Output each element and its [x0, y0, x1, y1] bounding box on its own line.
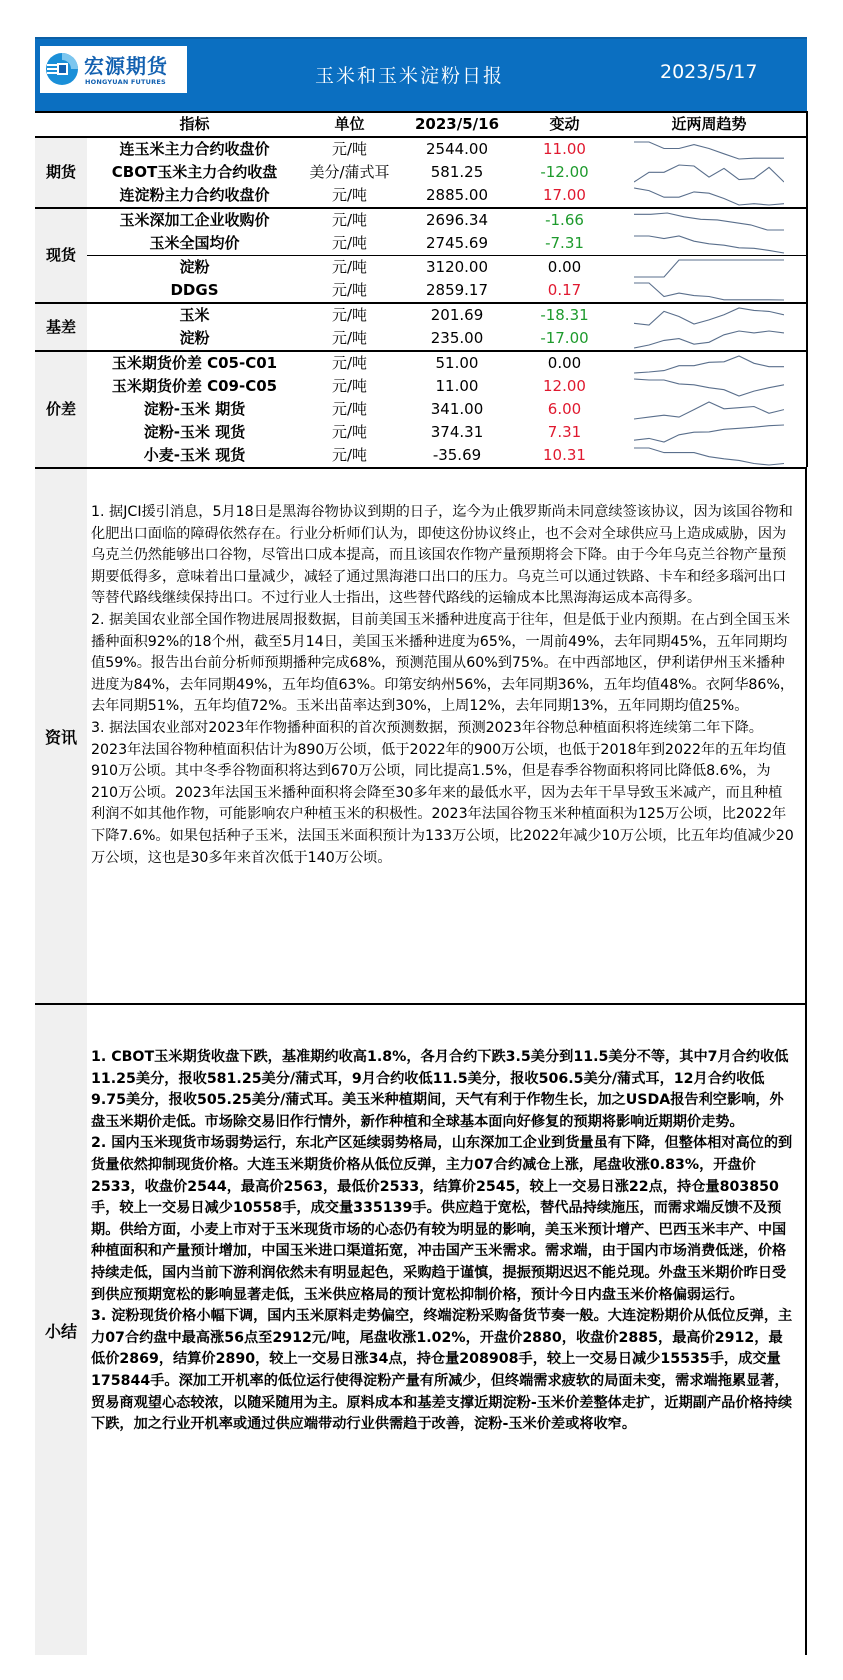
- indicator-cell: 淀粉: [87, 256, 302, 280]
- category-cell: 基差: [35, 303, 87, 351]
- table-row: [35, 184, 807, 208]
- news-label: 资讯: [35, 469, 87, 1003]
- change-cell: -17.00: [540, 329, 589, 347]
- table-header-row: [35, 112, 807, 137]
- header-date: 2023/5/16: [397, 112, 517, 137]
- unit-cell: 元/吨: [302, 137, 397, 161]
- indicator-cell: 玉米: [87, 303, 302, 327]
- table-row: [35, 208, 807, 232]
- value-cell: 235.00: [430, 329, 484, 347]
- table-row: [35, 303, 807, 327]
- sparkline-chart: [634, 258, 784, 279]
- indicator-cell: DDGS: [170, 281, 219, 299]
- change-cell: -18.31: [517, 303, 612, 327]
- change-cell: -1.66: [517, 208, 612, 232]
- value-cell: 581.25: [430, 163, 484, 181]
- table-row: [35, 161, 807, 184]
- table-row: [35, 375, 807, 398]
- news-paragraph: 2. 据美国农业部全国作物进展周报数据，目前美国玉米播种进度高于往年，但是低于业内预期。在占到全国玉米播种面积92%的18个州，截至5月14日，美国玉米播种进度为65%，一周前49%，去年同期45%，五年同期均值59%。报告出台前分析师预期播种完成68%，预测范围从60%到75%。在中西部地区，伊利诺伊州玉米播种进度为84%，去年同期49%，五年均值63%。印第安纳州56%，去年同期36%，五年均值48%。衣阿华86%，去年同期51%，五年均值72%。玉米出苗率达到30%，上周12%，去年同期13%，五年同期均值25%。: [91, 611, 795, 715]
- summary-label: 小结: [35, 1005, 87, 1655]
- header-category: [35, 112, 87, 137]
- unit-cell: 元/吨: [331, 234, 368, 252]
- value-cell: 2885.00: [425, 186, 489, 204]
- trend-cell: [612, 232, 807, 256]
- category-cell: 价差: [35, 351, 87, 467]
- indicator-cell: 连淀粉主力合约收盘价: [119, 186, 270, 204]
- trend-cell: [612, 351, 807, 375]
- table-row: [35, 444, 807, 467]
- table-row: [35, 137, 807, 161]
- change-cell: 17.00: [543, 186, 586, 204]
- header-change: 变动: [517, 112, 612, 137]
- indicator-cell: 小麦-玉米 现货: [143, 446, 246, 464]
- value-cell: 2696.34: [397, 208, 517, 232]
- sparkline-chart: [634, 423, 784, 444]
- sparkline-chart: [634, 377, 784, 398]
- value-cell: 341.00: [430, 400, 484, 418]
- summary-body: [87, 1005, 807, 1655]
- indicator-cell: 玉米期货价差 C09-C05: [111, 377, 278, 395]
- trend-cell: [612, 327, 807, 351]
- change-cell: -12.00: [540, 163, 589, 181]
- trend-cell: [612, 137, 807, 161]
- news-body: [87, 469, 807, 1003]
- summary-section: [35, 1003, 807, 1655]
- indicator-cell: 玉米深加工企业收购价: [87, 208, 302, 232]
- logo-english-text: HONGYUAN FUTURES: [85, 78, 166, 86]
- trend-cell: [612, 303, 807, 327]
- report-title: 玉米和玉米淀粉日报: [315, 65, 505, 87]
- value-cell: 2859.17: [425, 281, 489, 299]
- change-cell: -7.31: [545, 234, 584, 252]
- value-cell: 374.31: [430, 423, 484, 441]
- header-indicator: 指标: [87, 112, 302, 137]
- sparkline-chart: [634, 329, 784, 350]
- unit-cell: 元/吨: [331, 377, 368, 395]
- trend-cell: [612, 161, 807, 184]
- change-cell: 11.00: [517, 137, 612, 161]
- value-cell: 2745.69: [425, 234, 489, 252]
- table-row: [35, 398, 807, 421]
- unit-cell: 元/吨: [331, 186, 368, 204]
- report-date: 2023/5/17: [660, 61, 758, 83]
- sparkline-chart: [634, 400, 784, 421]
- table-row: [35, 232, 807, 256]
- news-section: [35, 467, 807, 1003]
- sparkline-chart: [634, 234, 784, 255]
- value-cell: 201.69: [397, 303, 517, 327]
- news-paragraph: 1. 据JCI援引消息，5月18日是黑海谷物协议到期的日子，迄今为止俄罗斯尚未同意续签该协议，因为该国谷物和化肥出口面临的障碍依然存在。行业分析师们认为，即使这份协议终止，也不会对全球供应马上造成威胁，因为乌克兰仍然能够出口谷物，尽管出口成本提高，而且该国农作物产量预期将会下降。由于今年乌克兰谷物产量预期要低得多，意味着出口量减少，减轻了通过黑海港口出口的压力。乌克兰可以通过铁路、卡车和经多瑙河出口等替代路线继续保持出口。不过行业人士指出，这些替代路线的运输成本比黑海海运成本高得多。: [91, 504, 793, 607]
- trend-cell: [612, 421, 807, 444]
- indicator-cell: 玉米期货价差 C05-C01: [87, 351, 302, 375]
- unit-cell: 元/吨: [302, 208, 397, 232]
- unit-cell: 元/吨: [331, 423, 368, 441]
- sparkline-chart: [634, 306, 784, 327]
- category-cell: 现货: [35, 208, 87, 303]
- category-cell: 期货: [35, 137, 87, 208]
- sparkline-chart: [634, 163, 784, 184]
- header-trend: 近两周趋势: [612, 112, 807, 137]
- change-cell: 7.31: [547, 423, 582, 441]
- report-header: [35, 37, 807, 111]
- indicator-cell: CBOT玉米主力合约收盘: [111, 163, 278, 181]
- trend-cell: [612, 398, 807, 421]
- unit-cell: 元/吨: [302, 303, 397, 327]
- value-cell: 3120.00: [397, 256, 517, 280]
- unit-cell: 元/吨: [302, 256, 397, 280]
- trend-cell: [612, 208, 807, 232]
- unit-cell: 元/吨: [331, 329, 368, 347]
- trend-cell: [612, 279, 807, 303]
- change-cell: 0.00: [517, 351, 612, 375]
- change-cell: 12.00: [543, 377, 586, 395]
- value-cell: 2544.00: [397, 137, 517, 161]
- table-row: [35, 351, 807, 375]
- value-cell: -35.69: [432, 446, 482, 464]
- table-row: [35, 421, 807, 444]
- sparkline-chart: [634, 446, 784, 467]
- unit-cell: 元/吨: [302, 351, 397, 375]
- value-cell: 51.00: [397, 351, 517, 375]
- change-cell: 6.00: [547, 400, 582, 418]
- indicator-cell: 连玉米主力合约收盘价: [87, 137, 302, 161]
- logo-chinese-text: 宏源期货: [84, 54, 168, 78]
- trend-cell: [612, 444, 807, 467]
- daily-report: [35, 37, 807, 1655]
- trend-cell: [612, 184, 807, 208]
- value-cell: 11.00: [435, 377, 479, 395]
- summary-paragraph: 2. 国内玉米现货市场弱势运行，东北产区延续弱势格局，山东深加工企业到货量虽有下降，但整体相对高位的到货量依然抑制现货价格。大连玉米期货价格从低位反弹，主力07合约减仓上涨，尾盘收涨0.83%，开盘价2533，收盘价2544，最高价2563，最低价2533，结算价2545，较上一交易日涨22点，持仓量803850手，较上一交易日减少10558手，成交量335139手。供应趋于宽松，替代品持续施压，而需求端反馈不及预期。供给方面，小麦上市对于玉米现货市场的心态仍有较为明显的影响，美玉米预计增产、巴西玉米丰产、中国种植面积和产量预计增加，中国玉米进口渠道拓宽，冲击国产玉米需求。需求端，由于国内市场消费低迷，价格持续走低，国内当前下游利润依然未有明显起色，采购趋于谨慎，提振预期迟迟不能兑现。外盘玉米期价昨日受到供应预期宽松的影响显著走低，玉米供应格局的预计宽松抑制价格，预计今日内盘玉米价格偏弱运行。: [91, 1135, 793, 1303]
- change-cell: 0.00: [517, 256, 612, 280]
- trend-cell: [612, 375, 807, 398]
- unit-cell: 元/吨: [331, 400, 368, 418]
- company-logo: [40, 46, 187, 93]
- indicator-table: [35, 111, 808, 467]
- summary-paragraph: 3. 淀粉现货价格小幅下调，国内玉米原料走势偏空，终端淀粉采购备货节奏一般。大连淀粉期价从低位反弹，主力07合约盘中最高涨56点至2912元/吨，尾盘收涨1.02%，开盘价2880，收盘价2885，最高价2912，最低价2869，结算价2890，较上一交易日涨34点，持仓量208908手，较上一交易日减少15535手，成交量175844手。深加工开机率的低位运行使得淀粉产量有所减少，但终端需求疲软的局面未变，需求端拖累显著，贸易商观望心态较浓，以随采随用为主。原料成本和基差支撑近期淀粉-玉米价差整体走扩，近期副产品价格持续下跌，加之行业开机率或通过供应端带动行业供需趋于改善，淀粉-玉米价差或将收窄。: [91, 1308, 793, 1433]
- table-row: [35, 279, 807, 303]
- news-paragraph: 3. 据法国农业部对2023年作物播种面积的首次预测数据，预测2023年谷物总种植面积将连续第二年下降。2023年法国谷物种植面积估计为890万公顷，低于2022年的900万公顷，也低于2018年到2022年的五年均值910万公顷。其中冬季谷物面积将达到670万公顷，同比提高1.5%，但是春季谷物面积将同比降低8.6%，为210万公顷。2023年法国玉米播种面积将会降至30多年来的最低水平，因为去年干旱导致玉米减产，而且种植利润不如其他作物，可能影响农户种植玉米的积极性。2023年法国谷物玉米种植面积为125万公顷，比2022年下降7.6%。如果包括种子玉米，法国玉米面积预计为133万公顷，比2022年减少10万公顷，比五年均值减少20万公顷，这也是30多年来首次低于140万公顷。: [91, 719, 794, 866]
- indicator-cell: 淀粉-玉米 期货: [143, 400, 246, 418]
- trend-cell: [612, 256, 807, 280]
- change-cell: 0.17: [547, 281, 582, 299]
- unit-cell: 元/吨: [331, 281, 368, 299]
- sparkline-chart: [634, 354, 784, 375]
- unit-cell: 美分/蒲式耳: [309, 163, 390, 181]
- sparkline-chart: [634, 211, 784, 232]
- table-row: [35, 256, 807, 280]
- header-unit: 单位: [302, 112, 397, 137]
- change-cell: 10.31: [543, 446, 586, 464]
- sparkline-chart: [634, 140, 784, 161]
- indicator-cell: 玉米全国均价: [149, 234, 240, 252]
- indicator-cell: 淀粉-玉米 现货: [143, 423, 246, 441]
- hongyuan-logo-icon: [45, 52, 79, 86]
- indicator-cell: 淀粉: [179, 329, 210, 347]
- unit-cell: 元/吨: [331, 446, 368, 464]
- sparkline-chart: [634, 281, 784, 302]
- table-row: [35, 327, 807, 351]
- summary-paragraph: 1. CBOT玉米期货收盘下跌，基准期约收高1.8%，各月合约下跌3.5美分到11.5美分不等，其中7月合约收低11.25美分，报收581.25美分/蒲式耳，9月合约收低11.5美分，报收506.5美分/蒲式耳，12月合约收低9.75美分，报收505.25美分/蒲式耳。美玉米种植期间，天气有利于作物生长，加之USDA报告利空影响，外盘玉米期价走低。市场除交易旧作行情外，新作种植和全球基本面向好修复的预期将影响近期期价走势。: [91, 1049, 789, 1130]
- sparkline-chart: [634, 186, 784, 207]
